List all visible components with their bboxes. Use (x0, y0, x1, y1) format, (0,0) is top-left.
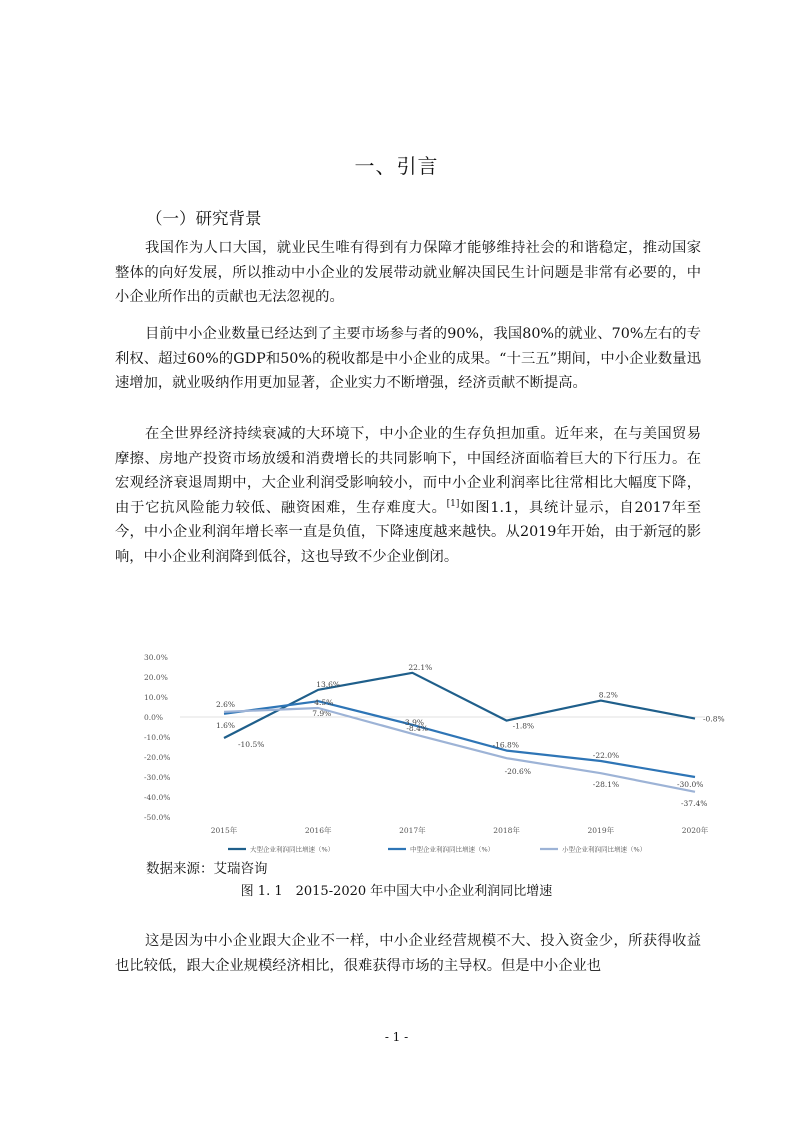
profit-growth-line-chart (140, 645, 725, 860)
data-label: 8.2% (598, 690, 618, 700)
data-label: 7.9% (312, 709, 332, 719)
subsection-heading: （一）研究背景 (146, 209, 262, 228)
data-label: -16.8% (492, 740, 519, 750)
data-label: -28.1% (592, 780, 620, 790)
legend-label: 小型企业利润同比增速（%） (562, 845, 647, 854)
data-label: -0.8% (703, 714, 725, 724)
y-tick-label: -10.0% (144, 733, 171, 742)
y-tick-label: 10.0% (144, 693, 168, 702)
figure-caption: 图 1. 1 2015-2020 年中国大中小企业利润同比增速 (240, 884, 553, 899)
data-label: -1.8% (512, 721, 535, 731)
y-tick-label: -20.0% (144, 753, 171, 762)
x-tick-label: 2020年 (681, 826, 709, 835)
x-tick-label: 2016年 (304, 826, 332, 835)
paragraph-3 (115, 422, 701, 569)
data-label: -20.6% (504, 767, 531, 777)
data-label: 1.6% (216, 720, 236, 730)
data-label: 22.1% (408, 662, 433, 672)
paragraph-3-text-b: 如图1.1，具统计显示，自2017年至今，中小企业利润年增长率一直是负值，下降速度越来越快。从2019年开始，由于新冠的影响，中小企业利润降到低谷，这也导致不少企业倒闭。 (115, 499, 702, 565)
series-line-2 (224, 701, 695, 777)
data-label: -3.9% (402, 717, 424, 727)
y-tick-label: -50.0% (144, 813, 171, 822)
data-label: -37.4% (681, 798, 708, 808)
page-number: - 1 - (384, 1030, 409, 1044)
y-tick-label: -40.0% (144, 793, 171, 802)
citation-reference[interactable]: [1] (446, 498, 460, 509)
data-label: 4.5% (314, 698, 334, 707)
y-tick-label: 30.0% (144, 653, 168, 662)
data-label: 13.6% (316, 679, 341, 689)
x-tick-label: 2019年 (587, 826, 615, 835)
data-label: -8.4% (406, 723, 428, 733)
legend-label: 中型企业利润同比增速（%） (410, 845, 495, 854)
series-line-3 (224, 708, 695, 792)
data-label: 2.6% (216, 699, 236, 709)
x-tick-label: 2017年 (399, 826, 426, 835)
data-label: -10.5% (238, 740, 265, 749)
paragraph-3-text-a: 在全世界经济持续衰减的大环境下，中小企业的生存负担加重。近年来，在与美国贸易摩擦、房地产投资市场放缓和消费增长的共同影响下，中国经济面临着巨大的下行压力。在宏观经济衰退周期中，大企业利润受影响较小，而中小企业利润率比往常相比大幅度下降，由于它抗风险能力较低、融资困难，生存难度大。 (115, 426, 701, 516)
x-tick-label: 2015年 (210, 826, 238, 835)
paragraph-1: 我国作为人口大国，就业民生唯有得到有力保障才能够维持社会的和谐稳定，推动国家整体的向好发展，所以推动中小企业的发展带动就业解决国民生计问题是非常有必要的，中小企业所作出的贡献也无法忽视的。 (115, 240, 701, 305)
y-tick-label: 0.0% (144, 713, 164, 722)
paragraph-4: 这是因为中小企业跟大企业不一样，中小企业经营规模不大、投入资金少，所获得收益也比较低，跟大企业规模经济相比，很难获得市场的主导权。但是中小企业也 (115, 933, 701, 974)
data-label: -22.0% (592, 751, 620, 760)
y-tick-label: 20.0% (144, 673, 168, 682)
y-tick-label: -30.0% (144, 773, 171, 782)
data-label: -30.0% (677, 780, 704, 789)
paragraph-2: 目前中小企业数量已经达到了主要市场参与者的90%，我国80%的就业、70%左右的专利权、超过60%的GDP和50%的税收都是中小企业的成果。“十三五”期间，中小企业数量迅速增加，就业吸纳作用更加显著，企业实力不断增强，经济贡献不断提高。 (115, 326, 701, 391)
data-source-note: 数据来源：艾瑞咨询 (146, 861, 268, 877)
x-tick-label: 2018年 (493, 826, 520, 835)
legend-label: 大型企业利润同比增速（%） (250, 845, 335, 854)
section-heading: 一、引言 (354, 154, 439, 178)
